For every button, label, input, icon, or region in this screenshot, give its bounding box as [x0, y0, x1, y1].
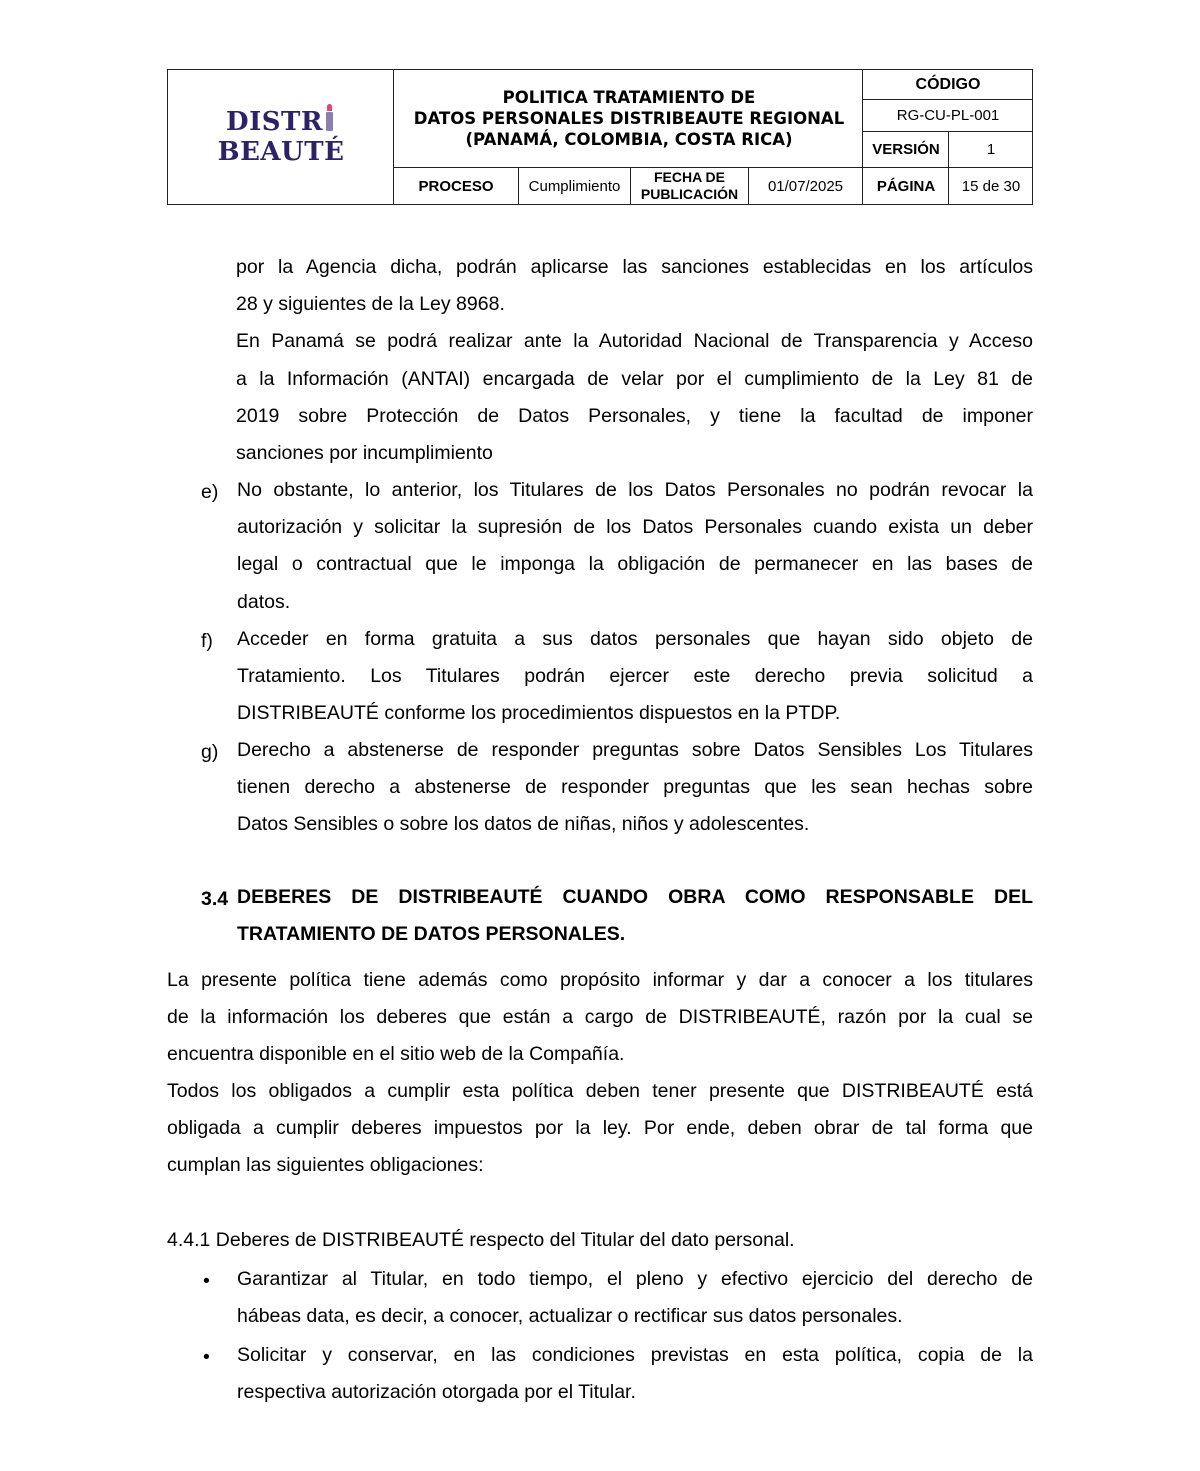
subsection-heading [167, 1222, 1033, 1259]
section-heading [237, 879, 1033, 953]
text-line: No obstante, lo anterior, los Titulares de los Datos Personales no podrán revocar la [237, 479, 1033, 501]
document-title [395, 70, 863, 167]
text-line: Datos Sensibles o sobre los datos de niñas, niños y adolescentes. [237, 813, 810, 836]
proceso-label: PROCESO [418, 177, 494, 195]
bullet-icon: • [203, 1346, 210, 1368]
text-line: respectiva autorización otorgada por el Titular. [237, 1381, 636, 1404]
text-line: Garantizar al Titular, en todo tiempo, el pleno y efectivo ejercicio del derecho de [237, 1268, 1033, 1290]
bullet-item [237, 1337, 1033, 1411]
paragraph-obligations [167, 1073, 1033, 1185]
text-line: encuentra disponible en el sitio web de la Compañía. [167, 1043, 625, 1066]
text-line: 28 y siguientes de la Ley 8968. [236, 293, 505, 316]
list-marker: e) [201, 481, 219, 503]
version-label: VERSIÓN [872, 141, 940, 158]
text-line: La presente política tiene además como propósito informar y dar a conocer a los titulares [167, 969, 1033, 991]
text-line: Solicitar y conservar, en las condiciones previstas en esta política, copia de la [237, 1344, 1033, 1366]
pagina-label: PÁGINA [876, 177, 936, 195]
heading-line: DEBERES DE DISTRIBEAUTÉ CUANDO OBRA COMO RESPONSABLE DEL [237, 886, 1033, 908]
text-line: cumplan las siguientes obligaciones: [167, 1154, 484, 1177]
text-line: Todos los obligados a cumplir esta política deben tener presente que DISTRIBEAUTÉ está [167, 1080, 1033, 1102]
title-line: DATOS PERSONALES DISTRIBEAUTE REGIONAL [413, 109, 845, 128]
text-line: hábeas data, es decir, a conocer, actualizar o rectificar sus datos personales. [237, 1305, 903, 1328]
text-line: obligada a cumplir deberes impuestos por la ley. Por ende, deben obrar de tal forma que [167, 1117, 1033, 1140]
list-marker: g) [201, 741, 219, 763]
bullet-icon: • [203, 1270, 210, 1292]
fecha-label [631, 168, 748, 204]
section-number: 3.4 [201, 888, 229, 910]
codigo-value: RG-CU-PL-001 [896, 107, 1000, 124]
text-line: En Panamá se podrá realizar ante la Autoridad Nacional de Transparencia y Acceso [236, 330, 1033, 353]
fecha-label-line: FECHA DE [653, 169, 726, 185]
company-logo [168, 70, 394, 204]
text-line: sanciones por incumplimiento [236, 442, 493, 465]
text-line: de la información los deberes que están a cargo de DISTRIBEAUTÉ, razón por la cual se [167, 1006, 1033, 1029]
list-item-e [237, 472, 1033, 621]
text-line: legal o contractual que le imponga la obligación de permanecer en las bases de [237, 553, 1033, 576]
bullet-item [237, 1261, 1033, 1335]
title-line: (PANAMÁ, COLOMBIA, COSTA RICA) [465, 130, 793, 149]
version-value: 1 [986, 141, 996, 158]
logo-text-left: DISTR [226, 107, 323, 137]
text-line: por la Agencia dicha, podrán aplicarse las sanciones establecidas en los artículos [236, 256, 1033, 278]
text-line: Tratamiento. Los Titulares podrán ejercer este derecho previa solicitud a [237, 665, 1033, 688]
title-line: POLITICA TRATAMIENTO DE [502, 88, 756, 107]
heading-line: TRATAMIENTO DE DATOS PERSONALES. [237, 923, 626, 946]
lipstick-icon [326, 112, 333, 131]
text-line: Derecho a abstenerse de responder preguntas sobre Datos Sensibles Los Titulares [237, 739, 1033, 761]
continuation-paragraph [236, 249, 1033, 472]
list-marker: f) [201, 630, 213, 652]
codigo-label: CÓDIGO [915, 76, 981, 93]
fecha-label-line: PUBLICACIÓN [640, 186, 739, 202]
proceso-value: Cumplimiento [528, 177, 621, 195]
pagina-value: 15 de 30 [961, 177, 1021, 195]
text-line: datos. [237, 590, 291, 613]
text-line: DISTRIBEAUTÉ conforme los procedimientos dispuestos en la PTDP. [237, 702, 841, 725]
list-item-g [237, 732, 1033, 844]
fecha-value: 01/07/2025 [767, 177, 844, 195]
logo-text-right: BEAUTÉ [217, 137, 345, 167]
text-line: a la Información (ANTAI) encargada de velar por el cumplimiento de la Ley 81 de [236, 367, 1033, 390]
list-item-f [237, 621, 1033, 733]
text-line: Acceder en forma gratuita a sus datos personales que hayan sido objeto de [237, 628, 1033, 650]
text-line: tienen derecho a abstenerse de responder preguntas que les sean hechas sobre [237, 776, 1033, 799]
document-header-table [167, 69, 1033, 205]
paragraph-purpose [167, 962, 1033, 1074]
text-line: autorización y solicitar la supresión de los Datos Personales cuando exista un deber [237, 516, 1033, 539]
text-line: 4.4.1 Deberes de DISTRIBEAUTÉ respecto del Titular del dato personal. [167, 1229, 795, 1251]
text-line: 2019 sobre Protección de Datos Personales, y tiene la facultad de imponer [236, 404, 1033, 427]
